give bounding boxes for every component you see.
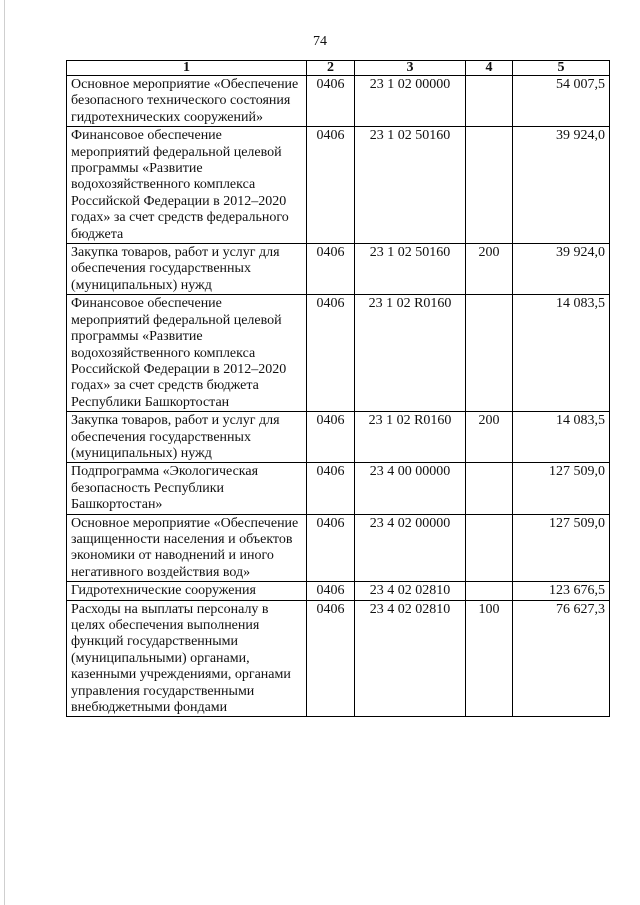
row-amount-cell: 14 083,5	[513, 295, 610, 412]
row-name-cell: Расходы на выплаты персоналу в целях обеспечения выполнения функций государственными (муниципальными) органами, казенными учреждениями, органами управления государственными внебюджетными фондами	[67, 600, 307, 717]
row-csr-cell: 23 1 02 50160	[355, 244, 466, 295]
row-section-cell: 0406	[307, 76, 355, 127]
table-row	[67, 127, 610, 244]
row-name-cell: Подпрограмма «Экологическая безопасность Республики Башкортостан»	[67, 463, 307, 514]
row-section-cell: 0406	[307, 244, 355, 295]
row-name-cell: Закупка товаров, работ и услуг для обеспечения государственных (муниципальных) нужд	[67, 412, 307, 463]
row-csr-cell: 23 1 02 50160	[355, 127, 466, 244]
row-amount-cell: 39 924,0	[513, 244, 610, 295]
page-number: 74	[313, 34, 327, 49]
header-col-2: 2	[307, 61, 355, 76]
row-amount-cell: 14 083,5	[513, 412, 610, 463]
header-row	[67, 61, 610, 76]
row-csr-cell: 23 1 02 R0160	[355, 295, 466, 412]
row-section-cell: 0406	[307, 582, 355, 600]
row-amount-cell: 123 676,5	[513, 582, 610, 600]
row-vr-cell	[466, 463, 513, 514]
row-csr-cell: 23 1 02 00000	[355, 76, 466, 127]
header-col-1: 1	[67, 61, 307, 76]
table-row	[67, 295, 610, 412]
table-row	[67, 600, 610, 717]
budget-table	[66, 60, 610, 717]
row-section-cell: 0406	[307, 463, 355, 514]
row-section-cell: 0406	[307, 514, 355, 582]
row-amount-cell: 127 509,0	[513, 514, 610, 582]
row-section-cell: 0406	[307, 600, 355, 717]
row-vr-cell: 100	[466, 600, 513, 717]
row-name-cell: Финансовое обеспечение мероприятий федеральной целевой программы «Развитие водохозяйственного комплекса Российской Федерации в 2012–2020 годах» за счет средств федерального бюджета	[67, 127, 307, 244]
table-row	[67, 582, 610, 600]
row-csr-cell: 23 4 02 02810	[355, 582, 466, 600]
row-amount-cell: 54 007,5	[513, 76, 610, 127]
row-csr-cell: 23 4 00 00000	[355, 463, 466, 514]
table-row	[67, 463, 610, 514]
header-col-4: 4	[466, 61, 513, 76]
header-col-3: 3	[355, 61, 466, 76]
row-csr-cell: 23 4 02 02810	[355, 600, 466, 717]
row-section-cell: 0406	[307, 295, 355, 412]
table-row	[67, 76, 610, 127]
row-section-cell: 0406	[307, 412, 355, 463]
row-vr-cell: 200	[466, 412, 513, 463]
row-vr-cell	[466, 514, 513, 582]
row-name-cell: Финансовое обеспечение мероприятий федеральной целевой программы «Развитие водохозяйственного комплекса Российской Федерации в 2012–2020 годах» за счет средств бюджета Республики Башкортостан	[67, 295, 307, 412]
row-name-cell: Закупка товаров, работ и услуг для обеспечения государственных (муниципальных) нужд	[67, 244, 307, 295]
row-name-cell: Основное мероприятие «Обеспечение безопасного технического состояния гидротехнических сооружений»	[67, 76, 307, 127]
row-vr-cell	[466, 76, 513, 127]
table-row	[67, 412, 610, 463]
row-csr-cell: 23 1 02 R0160	[355, 412, 466, 463]
row-vr-cell: 200	[466, 244, 513, 295]
row-vr-cell	[466, 582, 513, 600]
row-vr-cell	[466, 295, 513, 412]
header-col-5: 5	[513, 61, 610, 76]
row-vr-cell	[466, 127, 513, 244]
row-name-cell: Гидротехнические сооружения	[67, 582, 307, 600]
table-row	[67, 514, 610, 582]
row-amount-cell: 127 509,0	[513, 463, 610, 514]
table-row	[67, 244, 610, 295]
row-name-cell: Основное мероприятие «Обеспечение защищенности населения и объектов экономики от наводнений и иного негативного воздействия вод»	[67, 514, 307, 582]
row-csr-cell: 23 4 02 00000	[355, 514, 466, 582]
row-amount-cell: 39 924,0	[513, 127, 610, 244]
row-amount-cell: 76 627,3	[513, 600, 610, 717]
row-section-cell: 0406	[307, 127, 355, 244]
page-edge	[4, 0, 5, 905]
